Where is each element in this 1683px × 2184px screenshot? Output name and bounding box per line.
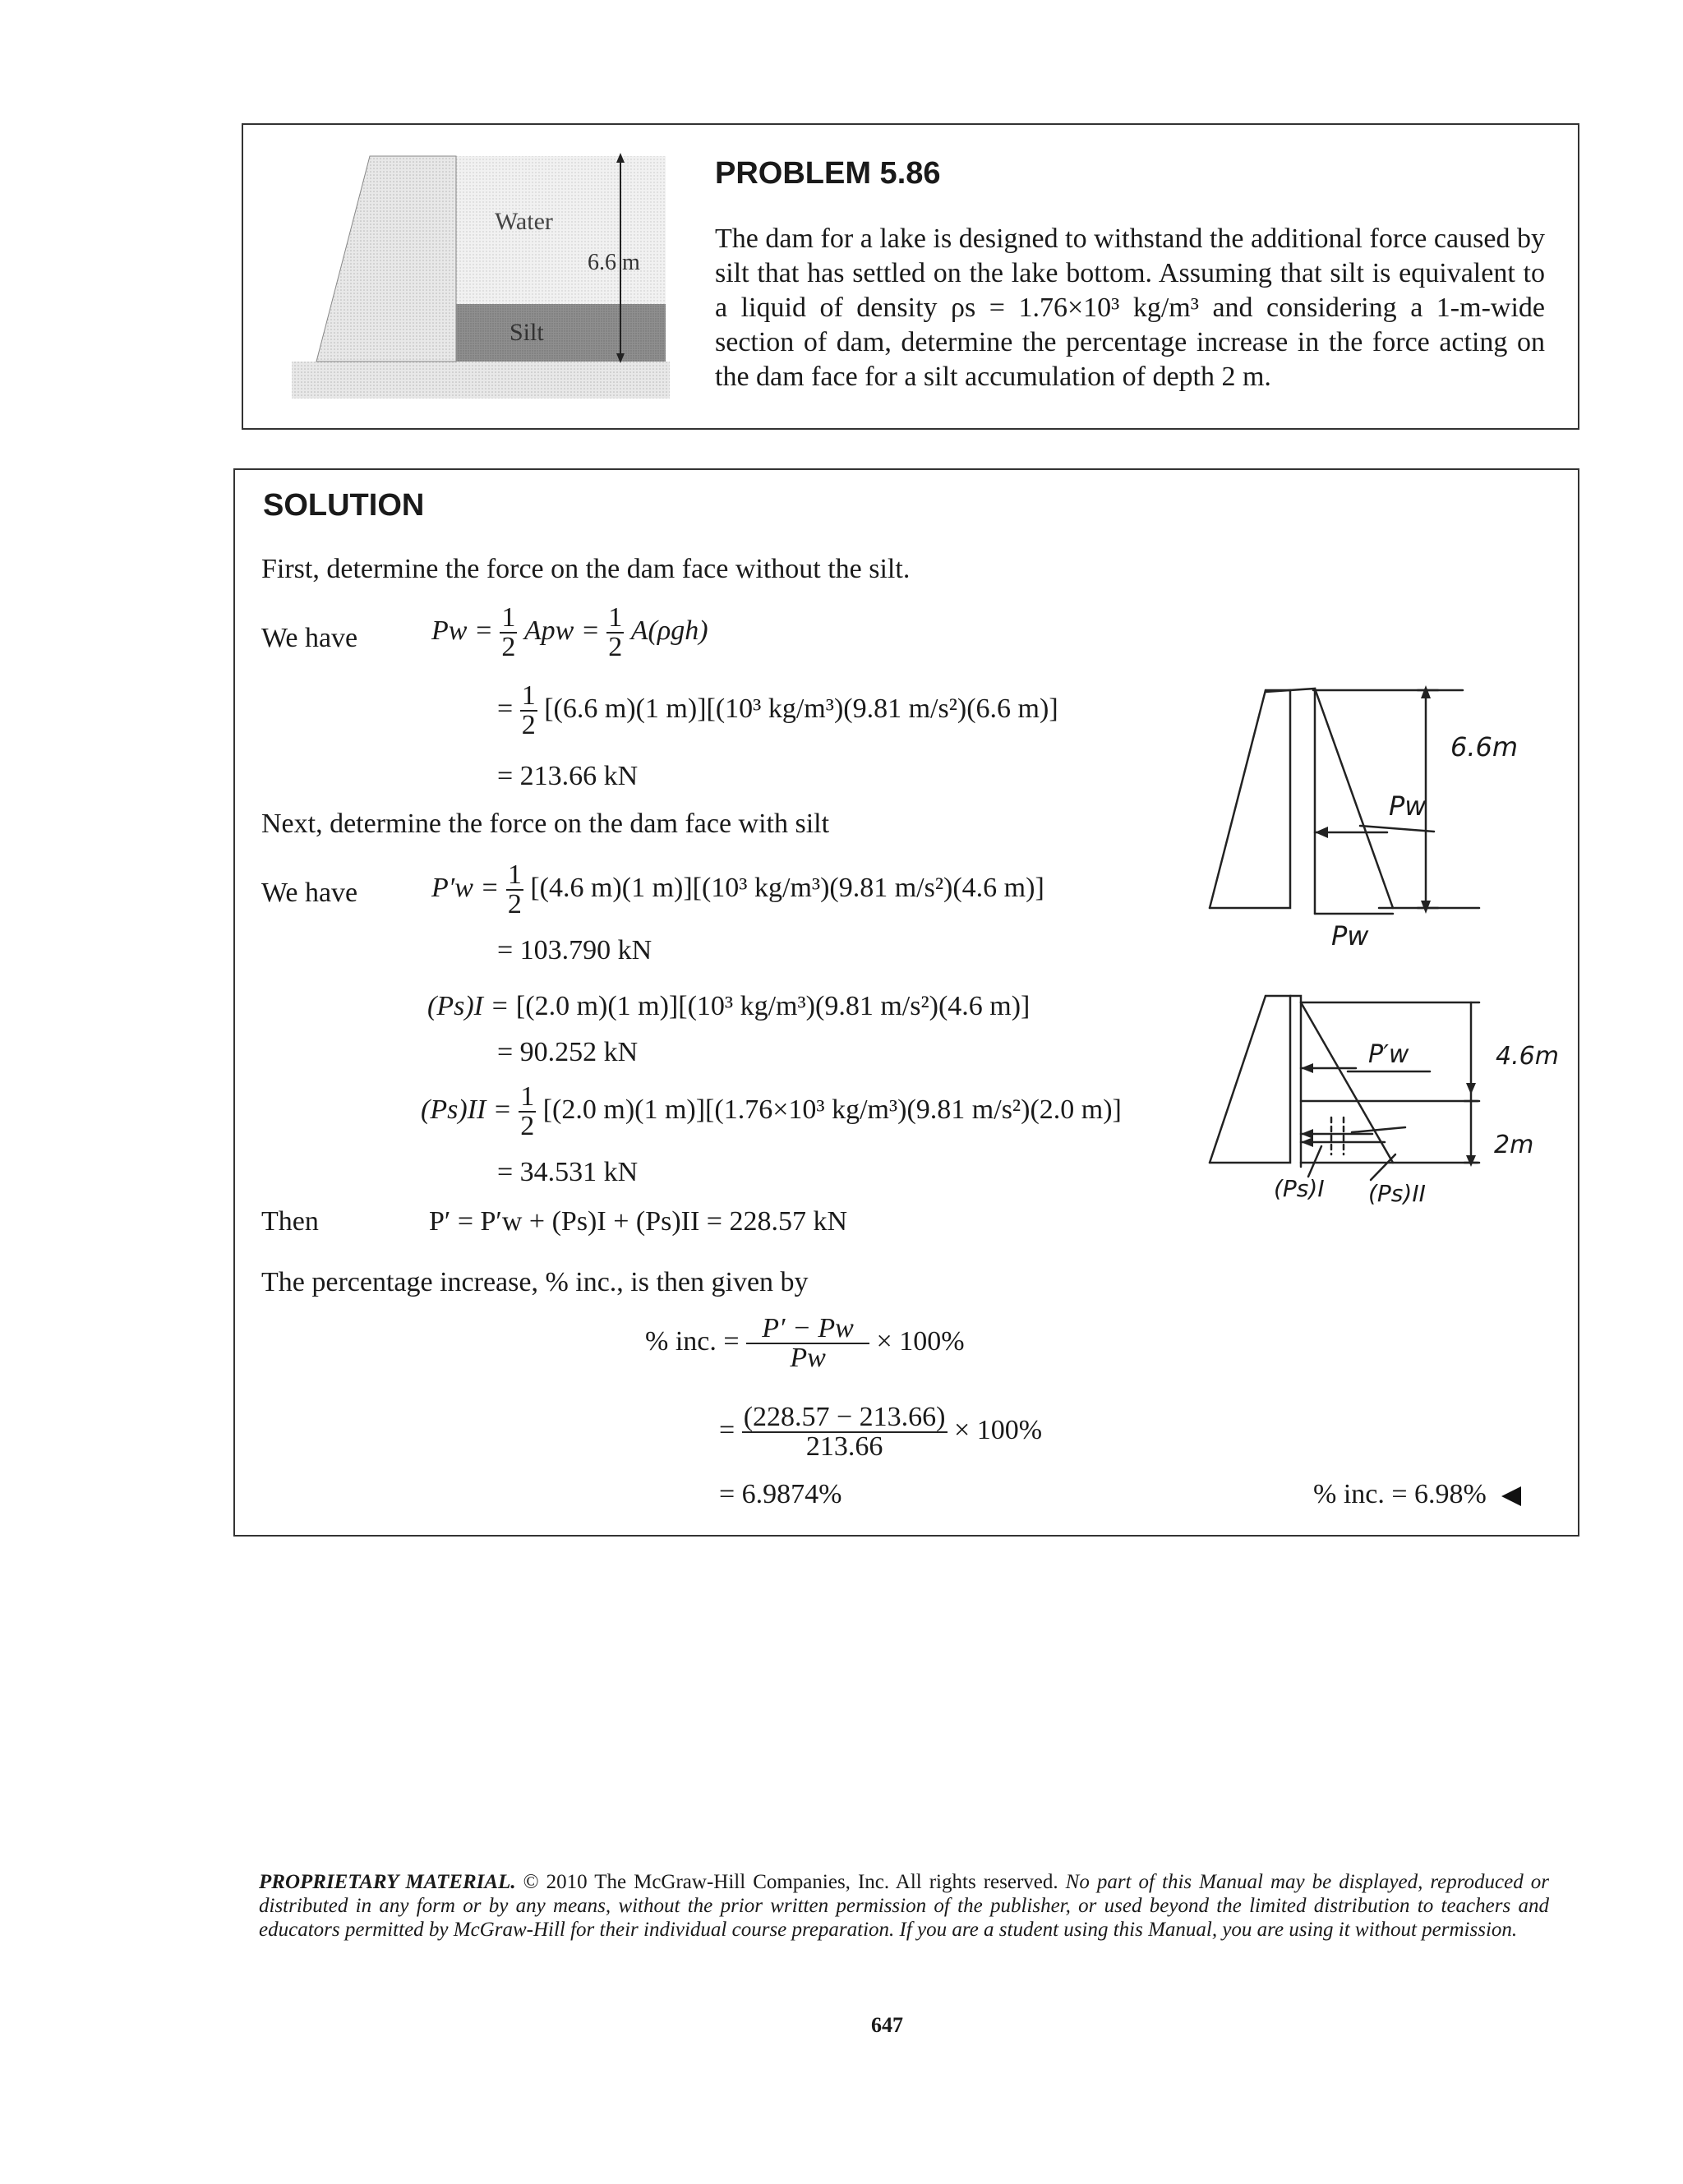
solution-title: SOLUTION: [263, 488, 425, 523]
footer-notice: [259, 1870, 1549, 1942]
sketch-bottom: [1208, 986, 1578, 1208]
pct-frac: $\frac{P' - Pw}{Pw}$: [746, 1315, 869, 1372]
eq1-mid: Apw =: [523, 615, 600, 646]
pressure-triangle: [1301, 1002, 1393, 1163]
force-arrowhead: [1315, 827, 1328, 838]
sketch-bot-upper: 4.6m: [1496, 1042, 1559, 1071]
next-text: Next, determine the force on the dam face with silt: [261, 809, 830, 839]
pct-intro: The percentage increase, % inc., is then given by: [261, 1267, 809, 1297]
footer-bold: PROPRIETARY MATERIAL.: [259, 1871, 516, 1893]
eq7: = 90.252 kN: [497, 1037, 639, 1067]
we-have-label-2: We have: [261, 878, 358, 908]
half-frac: $\frac{1}{2}$: [608, 602, 623, 662]
dam-back-face: [1210, 996, 1266, 1163]
dam-back-face: [1210, 690, 1266, 908]
sketch-ps1: (Ps)I: [1274, 1175, 1325, 1202]
half-frac: $\frac{1}{2}$: [501, 602, 516, 662]
sketch-bot-force: P′w: [1368, 1040, 1409, 1069]
eq9: = 34.531 kN: [497, 1157, 639, 1187]
sketch-top-force: Pw: [1389, 790, 1427, 822]
final-answer: % inc. = 6.98%: [1313, 1479, 1523, 1510]
pct2-frac: $\frac{(228.57 - 213.66)}{213.66}$: [743, 1402, 946, 1462]
silt-label: Silt: [510, 319, 544, 346]
eq3: = 213.66 kN: [497, 761, 639, 791]
sketch-bot-lower: 2m: [1494, 1131, 1534, 1159]
half-frac: $\frac{1}{2}$: [507, 859, 522, 919]
eq5: = 103.790 kN: [497, 935, 652, 965]
eq10: P′ = P′w + (Ps)I + (Ps)II = 228.57 kN: [429, 1206, 848, 1237]
pw-leader: [1360, 826, 1434, 832]
problem-text: The dam for a lake is designed to withstand the additional force caused by silt that has settled on the lake bottom. Assuming that silt is equivalent to a liquid of density ρs = 1.76×10³ kg/m³ and considering a 1-m-wide section of dam, determine the percentage increase in the force acting on the dam face for a silt accumulation of depth 2 m.: [715, 223, 1545, 392]
ground: [292, 362, 670, 399]
water-label: Water: [495, 208, 553, 235]
dam-outline: [1210, 996, 1290, 1163]
pct-eq3: = 6.9874%: [719, 1479, 842, 1509]
dam-body: [316, 156, 456, 362]
dam-outline: [1210, 690, 1290, 908]
footer-rest: No part of this Manual may be displayed, reproduced or distributed in any form or by any means, without the prior written permission of the publisher, or used beyond the limited distribution to teachers and educators permitted by McGraw-Hill for their individual course preparation. If you are a student using this Manual, you are using it without permission.: [259, 1871, 1549, 1941]
pct-eq1: % inc. = $\frac{P' - Pw}{Pw}$ × 100%: [645, 1313, 965, 1373]
eq4: P′w = $\frac{1}{2}$ [(4.6 m)(1 m)][(10³ kg/m³)(9.81 m/s²)(4.6 m)]: [431, 859, 1044, 919]
eq1-rhs: A(ρgh): [630, 615, 708, 646]
page-number: 647: [871, 2013, 903, 2037]
footer-copyright: © 2010 The McGraw-Hill Companies, Inc. All rights reserved.: [523, 1871, 1058, 1893]
eq1-lhs: Pw =: [431, 615, 493, 646]
sketch-top-bottom: Pw: [1331, 920, 1369, 951]
sketch-ps2: (Ps)II: [1368, 1180, 1426, 1207]
pct-eq2: = $\frac{(228.57 - 213.66)}{213.66}$ × 100%: [719, 1402, 1043, 1462]
eq2: = $\frac{1}{2}$ [(6.6 m)(1 m)][(10³ kg/m³)(9.81 m/s²)(6.6 m)]: [497, 680, 1058, 740]
sketch-top-height: 6.6m: [1450, 731, 1519, 763]
eq1: [431, 604, 708, 661]
eq8: (Ps)II = $\frac{1}{2}$ [(2.0 m)(1 m)][(1.76×10³ kg/m³)(9.81 m/s²)(2.0 m)]: [421, 1081, 1122, 1141]
solution-intro: First, determine the force on the dam face without the silt.: [261, 554, 911, 584]
pressure-triangle: [1315, 689, 1393, 908]
then-label: Then: [261, 1206, 319, 1237]
silt-region: [456, 304, 666, 362]
we-have-label-1: We have: [261, 623, 358, 653]
half-frac: $\frac{1}{2}$: [521, 680, 536, 740]
half-frac: $\frac{1}{2}$: [520, 1081, 535, 1141]
water-region: [456, 156, 666, 304]
problem-title: PROBLEM 5.86: [715, 156, 941, 191]
dam-top: [1290, 996, 1301, 1167]
depth-label: 6.6 m: [588, 250, 640, 275]
answer-marker-icon: [1500, 1485, 1523, 1508]
eq6: (Ps)I = [(2.0 m)(1 m)][(10³ kg/m³)(9.81 m/s²)(4.6 m)]: [427, 991, 1031, 1021]
